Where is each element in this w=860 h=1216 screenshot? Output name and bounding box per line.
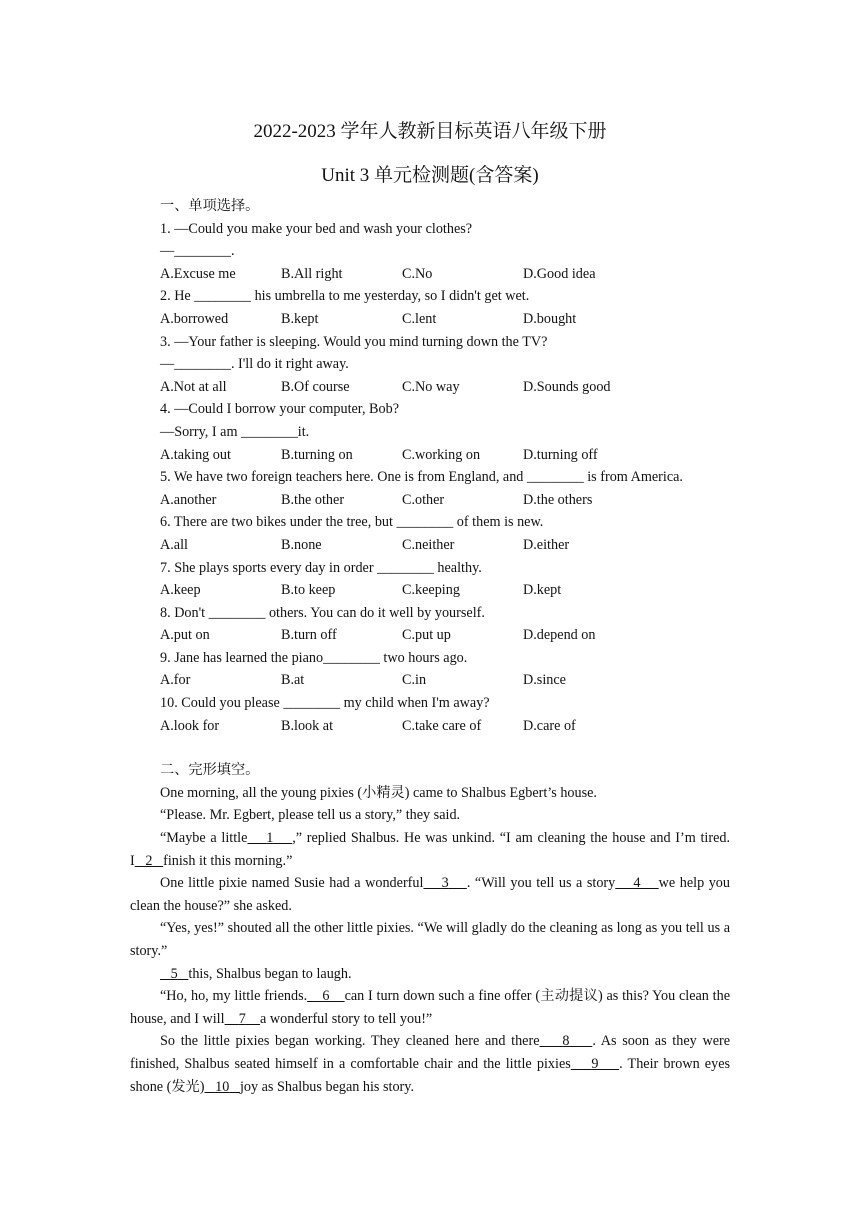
question-stem: 10. Could you please ________ my child when I'm away? xyxy=(160,695,490,712)
answer-option: B.Of course xyxy=(281,378,350,395)
answer-option: D.kept xyxy=(523,582,562,599)
answer-option: A.borrowed xyxy=(160,310,229,327)
answer-option: A.for xyxy=(160,672,191,689)
blank-6: 6 xyxy=(322,988,330,1005)
blank-8: 8 xyxy=(562,1033,570,1050)
question-reply: —________. xyxy=(160,243,235,260)
answer-option: C.No way xyxy=(402,378,460,395)
question-stem: 6. There are two bikes under the tree, but ________ of them is new. xyxy=(160,514,544,531)
answer-option: D.since xyxy=(523,672,566,689)
cloze-paragraph-4: One little pixie named Susie had a wonderful 3 . “Will you tell us a story 4 we help you clean the house?” she asked. xyxy=(130,875,730,914)
answer-option: C.lent xyxy=(402,310,437,327)
answer-option: B.turning on xyxy=(281,446,353,463)
answer-option: C.keeping xyxy=(402,582,460,599)
answer-option: D.bought xyxy=(523,310,577,327)
section2-heading: 二、完形填空。 xyxy=(160,762,260,779)
blank-4: 4 xyxy=(633,875,641,892)
answer-option: D.the others xyxy=(523,491,593,508)
question-options xyxy=(130,715,730,738)
cloze-paragraph-7: “Ho, ho, my little friends. 6 can I turn down such a fine offer (主动提议) as this? You clean the house, and I will 7 a wonderful story to tell you!” xyxy=(130,988,731,1027)
question-reply: —________. I'll do it right away. xyxy=(160,356,349,373)
answer-option: D.turning off xyxy=(523,446,598,463)
answer-option: C.put up xyxy=(402,627,451,644)
answer-option: B.look at xyxy=(281,717,334,734)
question-options xyxy=(130,489,730,512)
question-options xyxy=(130,669,730,692)
question-list xyxy=(130,218,730,738)
answer-option: D.either xyxy=(523,536,570,553)
question-stem: 7. She plays sports every day in order ________ healthy. xyxy=(160,559,482,576)
blank-5: 5 xyxy=(170,965,178,982)
answer-option: D.Sounds good xyxy=(523,378,611,395)
question-options xyxy=(130,376,730,399)
answer-option: C.in xyxy=(402,672,427,689)
question-stem: 2. He ________ his umbrella to me yesterday, so I didn't get wet. xyxy=(160,288,530,305)
answer-option: C.neither xyxy=(402,536,455,553)
answer-option: A.all xyxy=(160,536,188,553)
answer-option: A.look for xyxy=(160,717,220,734)
answer-option: D.depend on xyxy=(523,627,596,644)
answer-option: A.put on xyxy=(160,627,210,644)
cloze-paragraph-6: 5 this, Shalbus began to laugh. xyxy=(130,963,730,986)
question-options xyxy=(130,444,730,467)
cloze-paragraph-3: “Maybe a little 1 ,” replied Shalbus. He was unkind. “I am cleaning the house and I’m tired. I 2 finish it this morning.” xyxy=(130,830,731,869)
question-options xyxy=(130,308,730,331)
answer-option: A.Not at all xyxy=(160,378,227,395)
question-stem: 3. —Your father is sleeping. Would you mind turning down the TV? xyxy=(160,333,548,350)
question-options xyxy=(130,534,730,557)
question-options xyxy=(130,579,730,602)
answer-option: B.kept xyxy=(281,310,319,327)
blank-10: 10 xyxy=(215,1078,230,1095)
question-reply: —Sorry, I am ________it. xyxy=(160,423,310,440)
answer-option: A.keep xyxy=(160,582,201,599)
cloze-paragraph-1: One morning, all the young pixies (小精灵) came to Shalbus Egbert’s house. xyxy=(160,784,597,801)
question-stem: 4. —Could I borrow your computer, Bob? xyxy=(160,401,400,418)
blank-1: 1 xyxy=(266,830,274,847)
answer-option: C.working on xyxy=(402,446,481,463)
cloze-paragraph-2: “Please. Mr. Egbert, please tell us a story,” they said. xyxy=(160,807,461,824)
answer-option: B.the other xyxy=(281,491,345,508)
document-subtitle: Unit 3 单元检测题(含答案) xyxy=(321,165,539,186)
answer-option: C.other xyxy=(402,491,445,508)
answer-option: B.turn off xyxy=(281,627,337,644)
answer-option: B.All right xyxy=(281,265,343,282)
answer-option: B.at xyxy=(281,672,305,689)
question-options xyxy=(130,624,730,647)
cloze-paragraph-5: “Yes, yes!” shouted all the other little pixies. “We will gladly do the cleaning as long as you tell us a story.” xyxy=(130,920,730,959)
question-stem: 1. —Could you make your bed and wash your clothes? xyxy=(160,220,473,237)
answer-option: C.No xyxy=(402,265,433,282)
cloze-paragraph-8: So the little pixies began working. They cleaned here and there 8 . As soon as they were finished, Shalbus seated himself in a comfortable chair and the little pixies 9 . Their brown eyes shone (发光) 10 joy as Shalbus began his story. xyxy=(130,1033,731,1095)
question-options xyxy=(130,263,730,286)
document-title: 2022-2023 学年人教新目标英语八年级下册 xyxy=(253,121,607,142)
answer-option: C.take care of xyxy=(402,717,482,734)
answer-option: A.Excuse me xyxy=(160,265,236,282)
answer-option: D.care of xyxy=(523,717,576,734)
document-body xyxy=(130,195,730,1098)
question-stem: 5. We have two foreign teachers here. One is from England, and ________ is from America. xyxy=(160,469,683,486)
answer-option: B.none xyxy=(281,536,322,553)
answer-option: A.another xyxy=(160,491,217,508)
blank-7: 7 xyxy=(238,1010,246,1027)
blank-9: 9 xyxy=(591,1055,599,1072)
answer-option: A.taking out xyxy=(160,446,231,463)
blank-2: 2 xyxy=(145,852,153,869)
section1-heading: 一、单项选择。 xyxy=(160,198,260,214)
blank-3: 3 xyxy=(441,875,449,892)
answer-option: B.to keep xyxy=(281,582,336,599)
question-stem: 9. Jane has learned the piano________ two hours ago. xyxy=(160,649,468,666)
answer-option: D.Good idea xyxy=(523,265,596,282)
question-stem: 8. Don't ________ others. You can do it well by yourself. xyxy=(160,604,485,621)
